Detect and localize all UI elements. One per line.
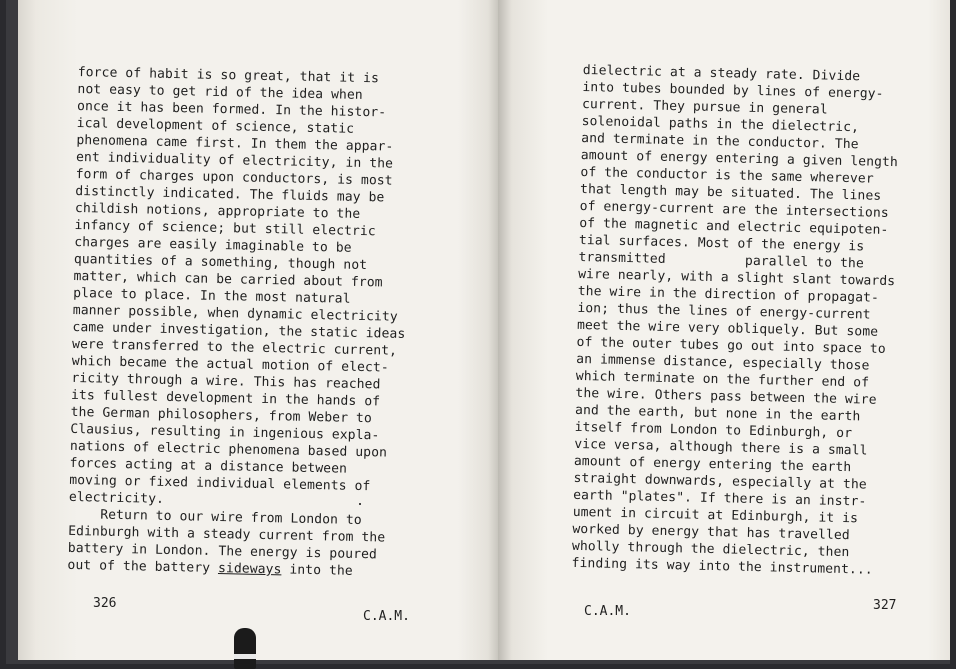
text-line: ument in circuit at Edinburgh, it is <box>572 504 859 527</box>
text-line: Return to our wire from London to <box>68 506 362 529</box>
text-line: not easy to get rid of the idea when <box>77 81 363 103</box>
text-line: ical development of science, static <box>76 115 355 137</box>
text-line: which became the actual motion of elect- <box>71 353 389 376</box>
text-line: infancy of science; but still electric <box>74 217 376 240</box>
text-fragment: into the <box>281 562 353 579</box>
text-line: were transferred to the electric current, <box>71 336 398 359</box>
text-line: the German philosophers, from Weber to <box>70 404 373 427</box>
text-line: of the conductor is the same wherever <box>580 164 874 187</box>
text-line: of the outer tubes go out into space to <box>576 334 886 357</box>
right-page-footer: C.A.M. <box>584 604 631 619</box>
underlined-word: sideways <box>217 561 282 578</box>
text-line: force of habit is so great, that it is <box>77 64 380 87</box>
right-page-text <box>571 62 900 579</box>
text-line: solenoidal paths in the dielectric, <box>581 113 860 136</box>
open-book <box>6 0 950 664</box>
text-line: ion; thus the lines of energy-current <box>577 300 871 323</box>
text-line: manner possible, when dynamic electricity <box>72 302 398 325</box>
text-line: meet the wire very obliquely. But some <box>576 317 879 340</box>
left-page-footer: C.A.M. <box>363 609 410 624</box>
text-line: straight downwards, especially at the <box>573 470 867 493</box>
text-line: the wire in the direction of propagat- <box>577 283 880 306</box>
right-page-number: 327 <box>873 598 897 613</box>
text-line: dielectric at a steady rate. Divide <box>582 62 861 85</box>
text-line: amount of energy entering the earth <box>573 453 852 476</box>
text-line: transmitted parallel to the <box>578 249 865 272</box>
ink-dot <box>359 503 361 505</box>
text-line: tial surfaces. Most of the energy is <box>578 232 865 255</box>
text-line: its fullest development in the hands of <box>70 387 381 410</box>
text-line: once it has been formed. In the histor- <box>76 98 387 121</box>
text-line: form of charges upon conductors, is most <box>75 166 393 189</box>
text-line: place to place. In the most natural <box>73 285 351 307</box>
text-line: earth "plates". If there is an instr- <box>572 487 867 510</box>
text-line: phenomena came first. In them the appar- <box>76 132 394 155</box>
text-line: battery in London. The energy is poured <box>67 540 378 563</box>
text-line: and terminate in the conductor. The <box>581 130 859 153</box>
text-line: ent individuality of electricity, in the <box>75 149 394 172</box>
text-line: current. They pursue in general <box>581 96 828 118</box>
text-line: childish notions, appropriate to the <box>74 200 361 222</box>
text-line: of energy-current are the intersections <box>579 198 889 221</box>
text-line: ricity through a wire. This has reached <box>71 370 381 393</box>
text-line: which terminate on the further end of <box>575 368 870 391</box>
text-line: quantities of a something, though not <box>73 251 368 274</box>
text-line: finding its way into the instrument... <box>571 555 873 578</box>
text-line: moving or fixed individual elements of <box>69 472 371 495</box>
text-line: forces acting at a distance between <box>69 455 348 477</box>
text-line: matter, which can be carried about from <box>73 268 383 291</box>
text-line: nations of electric phenomena based upon <box>69 438 388 461</box>
text-line: and the earth, but none in the earth <box>574 402 861 425</box>
text-line: Edinburgh with a steady current from the <box>68 523 386 546</box>
text-line: that length may be situated. The lines <box>579 181 882 204</box>
text-line: amount of energy entering a given length <box>580 147 899 171</box>
text-line: itself from London to Edinburgh, or <box>574 419 853 442</box>
right-page <box>498 0 950 660</box>
text-line: worked by energy that has travelled <box>572 521 850 544</box>
bookmark-clip <box>234 628 256 669</box>
left-page <box>18 0 498 660</box>
text-line: the wire. Others pass between the wire <box>575 385 877 408</box>
text-line: into tubes bounded by lines of energy- <box>582 79 884 102</box>
text-line: wholly through the dielectric, then <box>571 538 850 561</box>
text-line: charges are easily imaginable to be <box>74 234 352 256</box>
text-line: Clausius, resulting in ingenious expla- <box>70 421 380 444</box>
text-line: vice versa, although there is a small <box>574 436 868 459</box>
text-line: distinctly indicated. The fluids may be <box>75 183 385 206</box>
text-line: wire nearly, with a slight slant towards <box>578 266 896 290</box>
text-line: of the magnetic and electric equipoten- <box>579 215 889 238</box>
text-fragment: out of the battery <box>67 557 219 577</box>
text-line: an immense distance, especially those <box>576 351 870 374</box>
text-line: electricity. <box>68 489 165 507</box>
text-line: came under investigation, the static ideas <box>72 319 406 342</box>
left-page-number: 326 <box>93 596 117 611</box>
